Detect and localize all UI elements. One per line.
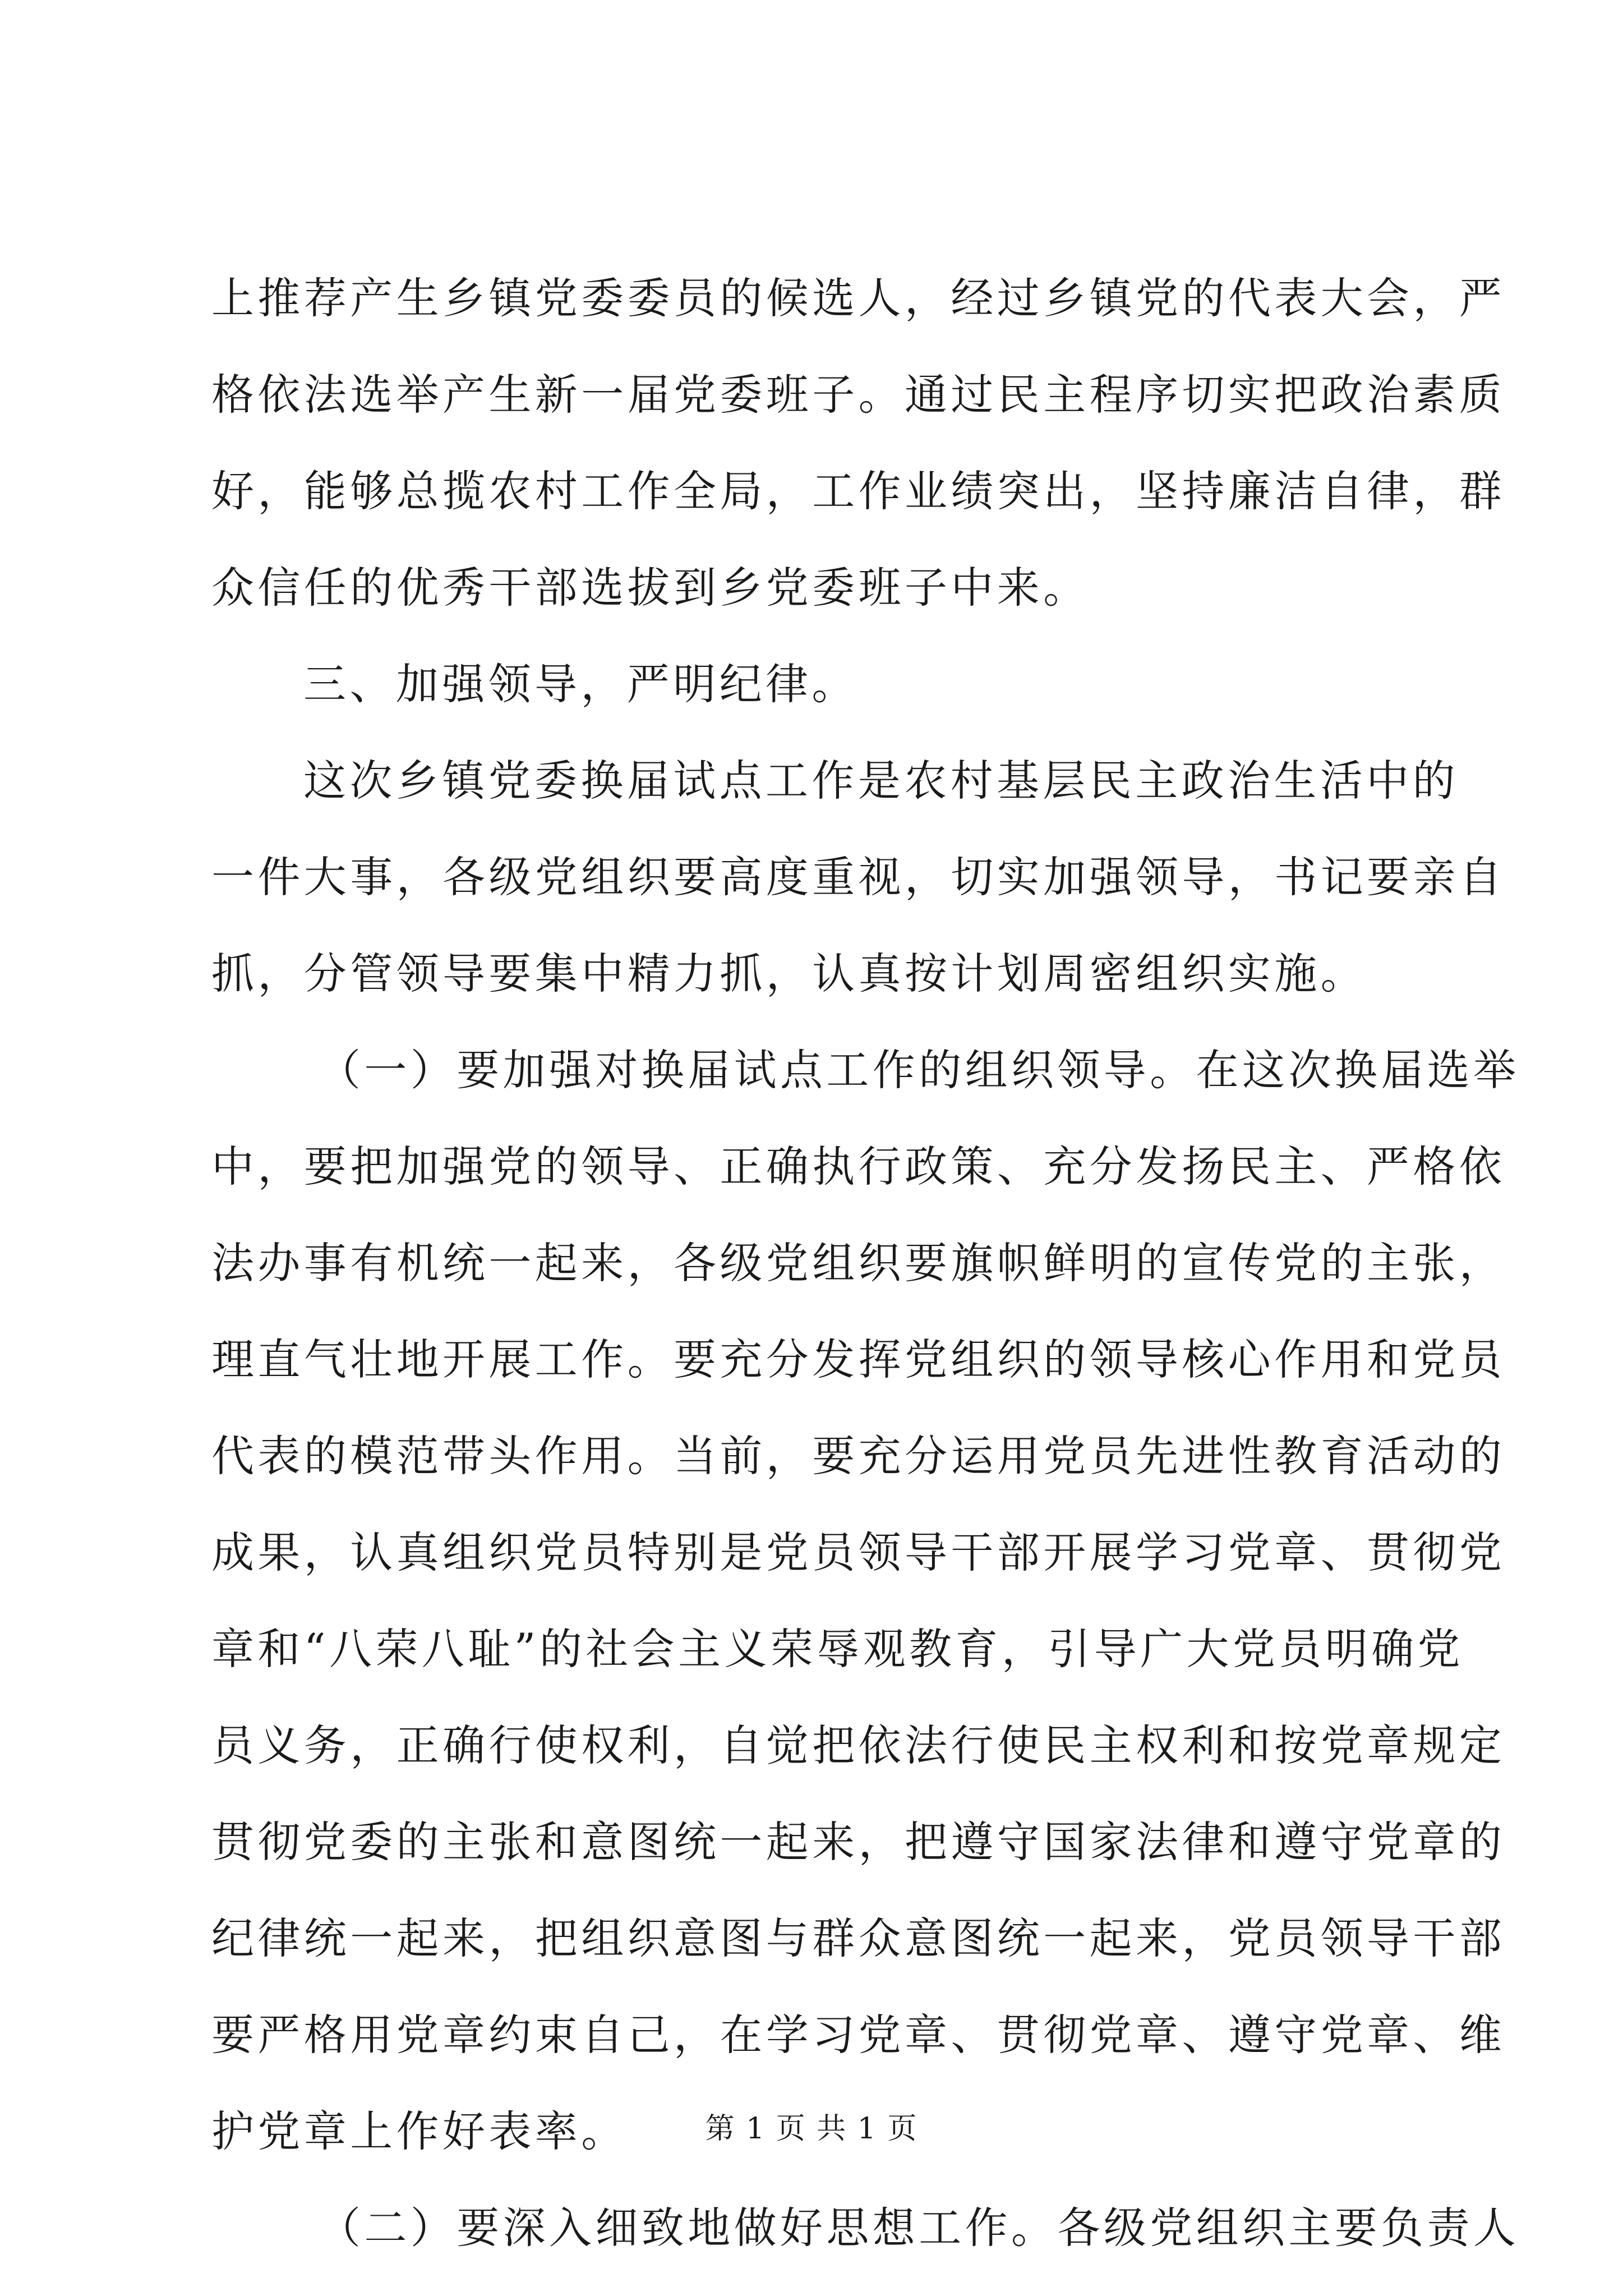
text-line: 理直气壮地开展工作。要充分发挥党组织的领导核心作用和党员 [211,1335,1506,1384]
text-line: 员义务，正确行使权利，自觉把依法行使民主权利和按党章规定 [211,1720,1506,1770]
text-line: 众信任的优秀干部选拔到乡党委班子中来。 [211,563,1090,613]
text-line: 法办事有机统一起来，各级党组织要旗帜鲜明的宣传党的主张， [211,1238,1506,1288]
text-line: 代表的模范带头作用。当前，要充分运用党员先进性教育活动的 [211,1431,1506,1481]
text-line: 一件大事，各级党组织要高度重视，切实加强领导，书记要亲自 [211,852,1506,902]
text-line: 这次乡镇党委换届试点工作是农村基层民主政治生活中的 [303,756,1459,806]
text-line: （二）要深入细致地做好思想工作。各级党组织主要负责人 [318,2203,1520,2253]
text-line: 贯彻党委的主张和意图统一起来，把遵守国家法律和遵守党章的 [211,1817,1506,1867]
text-line: 章和“八荣八耻”的社会主义荣辱观教育，引导广大党员明确党 [211,1624,1464,1674]
text-line: 要严格用党章约束自己，在学习党章、贯彻党章、遵守党章、维 [211,2010,1506,2060]
text-line: 抓，分管领导要集中精力抓，认真按计划周密组织实施。 [211,949,1367,999]
text-line: 护党章上作好表率。 [211,2106,628,2156]
text-line: 中，要把加强党的领导、正确执行政策、充分发扬民主、严格依 [211,1142,1506,1191]
section-heading: 三、加强领导，严明纪律。 [303,659,858,709]
text-line: 成果，认真组织党员特别是党员领导干部开展学习党章、贯彻党 [211,1527,1506,1577]
document-body [211,250,1520,2276]
text-line: 纪律统一起来，把组织意图与群众意图统一起来，党员领导干部 [211,1913,1506,1963]
text-line: 上推荐产生乡镇党委委员的候选人，经过乡镇党的代表大会，严 [211,273,1506,323]
text-line: （一）要加强对换届试点工作的组织领导。在这次换届选举 [318,1045,1520,1095]
page-footer: 第 1 页 共 1 页 [705,2112,918,2146]
text-line: 格依法选举产生新一届党委班子。通过民主程序切实把政治素质 [211,370,1506,420]
text-line: 好，能够总揽农村工作全局，工作业绩突出，坚持廉洁自律，群 [211,466,1506,516]
